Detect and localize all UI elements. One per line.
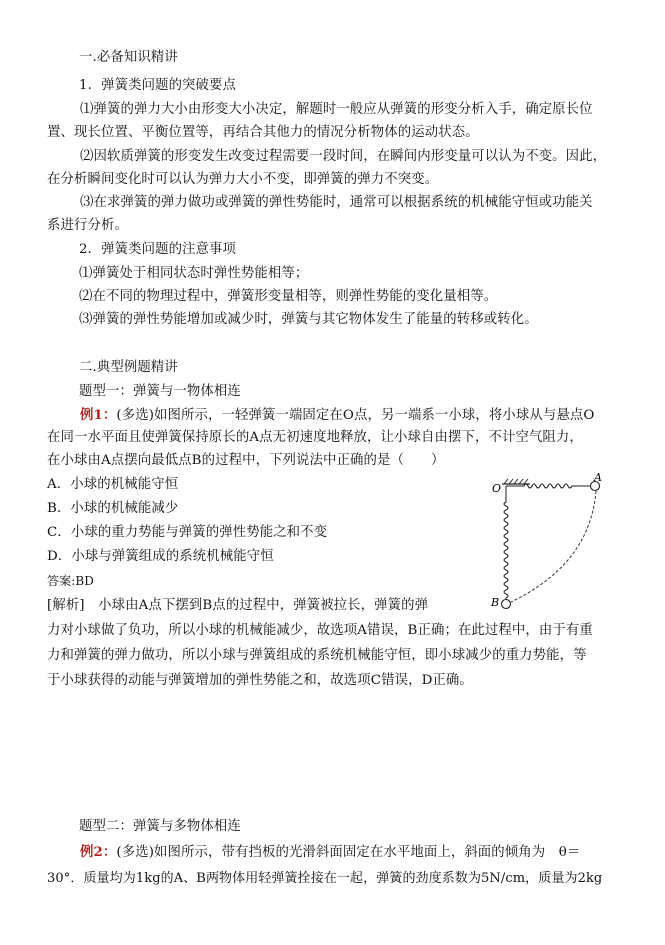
horizontal-spring (506, 484, 590, 488)
example-2-text-1: (多选)如图所示，带有挡板的光滑斜面固定在水平地面上，斜面的倾角为 θ＝ (116, 845, 581, 860)
label-o: O (492, 482, 502, 495)
analysis-line-4: 于小球获得的动能与弹簧增加的弹性势能之和，故选项C错误，D正确。 (47, 673, 473, 688)
paragraph-2-line-2: 在分析瞬间变化时可以认为弹力大小不变，即弹簧的弹力不突变。 (47, 172, 439, 187)
label-a: A (594, 472, 602, 484)
example-2-line-1 (80, 843, 580, 862)
note-1: ⑴弹簧处于相同状态时弹性势能相等； (79, 266, 309, 281)
example-1-text-1: (多选)如图所示，一轻弹簧一端固定在O点，另一端系一小球，将小球从与悬点O (116, 408, 595, 423)
trajectory-dashed (511, 491, 596, 602)
note-2: ⑵在不同的物理过程中，弹簧形变量相等，则弹性势能的变化量相等。 (79, 289, 498, 304)
option-a: A．小球的机械能守恒 (47, 477, 179, 492)
type-1-heading: 题型一：弹簧与一物体相连 (79, 384, 241, 399)
answer: 答案:BD (47, 574, 94, 588)
paragraph-3-line-1: ⑶在求弹簧的弹力做功或弹簧的弹性势能时，通常可以根据系统的机械能守恒或功能关 (80, 195, 593, 210)
type-2-heading: 题型二：弹簧与多物体相连 (79, 819, 241, 834)
option-c: C．小球的重力势能与弹簧的弹性势能之和不变 (47, 525, 328, 540)
paragraph-2-line-1: ⑵因软质弹簧的形变发生改变过程需要一段时间，在瞬间内形变量可以认为不变。因此， (80, 149, 607, 164)
paragraph-1-line-2: 置、现长位置、平衡位置等，再结合其他力的情况分析物体的运动状态。 (47, 125, 479, 140)
example-1-line-1 (80, 406, 594, 425)
section-title-knowledge: 一.必备知识精讲 (79, 50, 178, 65)
label-b: B (491, 596, 500, 609)
heading-key-points: 1．弹簧类问题的突破要点 (79, 78, 237, 93)
analysis-line-2: 力对小球做了负功，所以小球的机械能减少，故选项A错误，B正确；在此过程中，由于有重 (47, 623, 593, 638)
ball-b (502, 600, 511, 609)
analysis-line-3: 力和弹簧的弹力做功，所以小球与弹簧组成的系统机械能守恒，即小球减少的重力势能，等 (47, 648, 587, 663)
analysis-line-1: [解析] 小球由A点下摆到B点的过程中，弹簧被拉长，弹簧的弹 (47, 598, 429, 613)
example-2-line-2: 30°．质量均为1kg的A、B两物体用轻弹簧拴接在一起，弹簧的劲度系数为5N/cm，质量为2kg (47, 871, 603, 886)
example-1-label: 例1： (80, 407, 117, 423)
heading-notes: 2．弹簧类问题的注意事项 (79, 242, 237, 257)
example-1-line-2: 在同一水平面且使弹簧保持原长的A点无初速度地释放，让小球自由摆下，不计空气阻力， (47, 430, 583, 445)
paragraph-1-line-1: ⑴弹簧的弹力大小由形变大小决定，解题时一般应从弹簧的形变分析入手，确定原长位 (80, 102, 593, 117)
note-3: ⑶弹簧的弹性势能增加或减少时，弹簧与其它物体发生了能量的转移或转化。 (79, 312, 538, 327)
paragraph-3-line-2: 系进行分析。 (47, 218, 128, 233)
option-d: D．小球与弹簧组成的系统机械能守恒 (47, 549, 274, 564)
spring-pendulum-figure (486, 472, 608, 612)
vertical-spring (504, 486, 508, 600)
section-title-examples: 二.典型例题精讲 (79, 360, 178, 375)
option-b: B．小球的机械能减少 (47, 501, 179, 516)
example-2-label: 例2： (80, 844, 117, 860)
example-1-line-3: 在小球由A点摆向最低点B的过程中，下列说法中正确的是（ ） (47, 453, 445, 468)
